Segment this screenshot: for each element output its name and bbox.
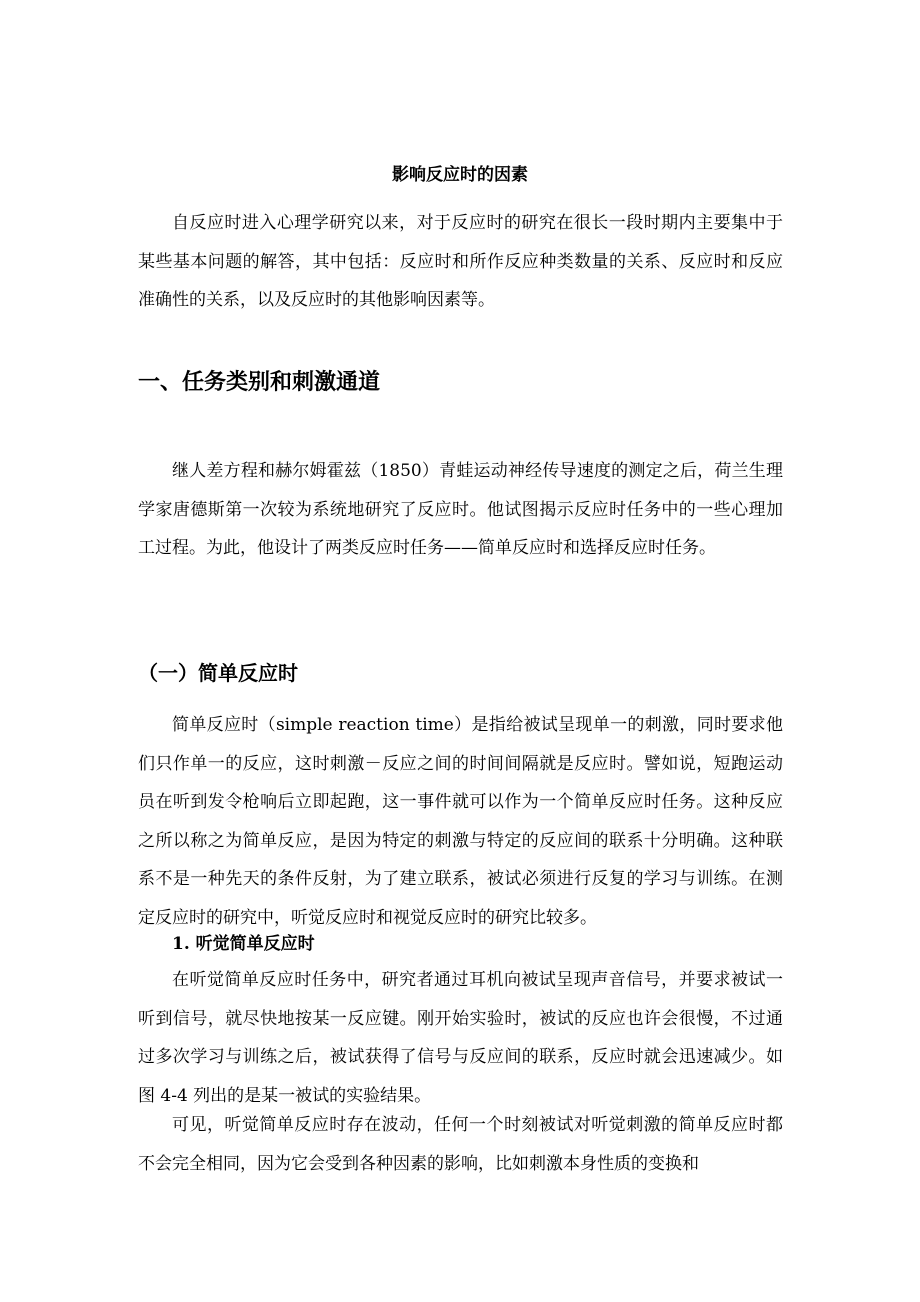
item-paragraph-auditory-task: 在听觉简单反应时任务中，研究者通过耳机向被试呈现声音信号，并要求被试一听到信号，就尽快地按某一反应键。刚开始实验时，被试的反应也许会很慢，不过通过多次学习与训练之后，被试获得了信号与反应间的联系，反应时就会迅速减少。如图 4-4 列出的是某一被试的实验结果。 (138, 970, 783, 1106)
section-paragraph-donders: 继人差方程和赫尔姆霍兹（1850）青蛙运动神经传导速度的测定之后，荷兰生理学家唐德斯第一次较为系统地研究了反应时。他试图揭示反应时任务中的一些心理加工过程。为此，他设计了两类反应时任务——简单反应时和选择反应时任务。 (138, 461, 783, 558)
subsection-paragraph-simple-rt: 简单反应时（simple reaction time）是指给被试呈现单一的刺激，同时要求他们只作单一的反应，这时刺激－反应之间的时间间隔就是反应时。譬如说，短跑运动员在听到发令枪响后立即起跑，这一事件就可以作为一个简单反应时任务。这种反应之所以称之为简单反应，是因为特定的刺激与特定的反应间的联系十分明确。这种联系不是一种先天的条件反射，为了建立联系，被试必须进行反复的学习与训练。在测定反应时的研究中，听觉反应时和视觉反应时的研究比较多。 (138, 715, 783, 928)
subsection-heading-simple-rt: （一）简单反应时 (138, 661, 298, 685)
item-paragraph-auditory-variation: 可见，听觉简单反应时存在波动，任何一个时刻被试对听觉刺激的简单反应时都不会完全相同，因为它会受到各种因素的影响，比如刺激本身性质的变换和 (138, 1115, 783, 1174)
intro-paragraph: 自反应时进入心理学研究以来，对于反应时的研究在很长一段时期内主要集中于某些基本问题的解答，其中包括：反应时和所作反应种类数量的关系、反应时和反应准确性的关系，以及反应时的其他影响因素等。 (138, 213, 783, 310)
section-heading-task-category: 一、任务类别和刺激通道 (138, 369, 381, 395)
item-heading-auditory-rt: 1. 听觉简单反应时 (172, 934, 315, 954)
document-title: 影响反应时的因素 (392, 165, 528, 185)
